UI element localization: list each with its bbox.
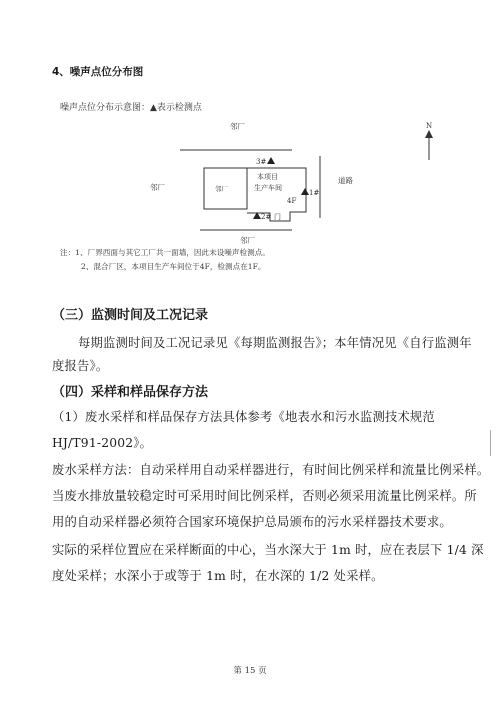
neighbor-bottom-label: 邻厂 bbox=[240, 236, 255, 245]
section-4-line6: 实际的采样位置应在采样断面的中心，当水深大于 1m 时，应在表层下 1/4 深 bbox=[52, 543, 484, 557]
neighbor-top-label: 邻厂 bbox=[230, 122, 245, 131]
noise-point-diagram bbox=[0, 100, 500, 270]
point-3-label: 3# bbox=[256, 158, 267, 166]
neighbor-inner-label: 邻厂 bbox=[215, 185, 228, 193]
floor-label: 4F bbox=[287, 197, 297, 205]
project-label-line1: 本项目 bbox=[257, 173, 278, 181]
section-3-para-line2: 度报告》。 bbox=[52, 359, 109, 373]
road-label: 道路 bbox=[338, 176, 353, 185]
section-4-line5: 用的自动采样器必须符合国家环境保护总局颁布的污水采样器技术要求。 bbox=[52, 515, 452, 529]
note-1: 注：1、厂界西面与其它工厂共一面墙，因此未设噪声检测点。 bbox=[60, 248, 270, 257]
point-3-triangle-icon bbox=[267, 157, 275, 164]
section-4-line2: HJ/T91-2002》。 bbox=[52, 436, 153, 450]
section-4-line3: 废水采样方法：自动采样用自动采样器进行，有时间比例采样和流量比例采样。 bbox=[52, 463, 490, 477]
section-4-sub-heading: （四）采样和样品保存方法 bbox=[52, 385, 209, 400]
section-4-line7: 度处采样；水深小于或等于 1m 时，在水深的 1/2 处采样。 bbox=[52, 569, 384, 583]
section-3-para-line1: 每期监测时间及工况记录见《每期监测报告》；本年情况见《自行监测年 bbox=[78, 336, 472, 350]
point-1-label: 1# bbox=[309, 189, 320, 197]
page-number: 第 15 页 bbox=[233, 666, 267, 676]
scan-artifact-mark bbox=[490, 430, 491, 456]
note-2: 2、混合厂区，本项目生产车间位于4F，检测点在1F。 bbox=[81, 262, 266, 271]
neighbor-left-label: 邻厂 bbox=[150, 183, 165, 192]
point-1-triangle-icon bbox=[301, 188, 309, 195]
section-4-line1: （1）废水采样和样品保存方法具体参考《地表水和污水监测技术规范 bbox=[52, 410, 435, 424]
section-4-line4: 当废水排放量较稳定时可采用时间比例采样，否则必须采用流量比例采样。所 bbox=[52, 489, 477, 503]
project-label-line2: 生产车间 bbox=[254, 184, 282, 192]
north-arrow-head bbox=[425, 130, 433, 138]
gate-label: 门 bbox=[274, 213, 281, 221]
section-4-heading: 4、噪声点位分布图 bbox=[52, 66, 144, 78]
point-2-label: 2# bbox=[261, 213, 272, 221]
diagram-caption: 噪声点位分布示意图：▲表示检测点 bbox=[60, 103, 202, 113]
section-3-heading: （三）监测时间及工况记录 bbox=[52, 308, 209, 323]
north-label: N bbox=[426, 122, 433, 130]
